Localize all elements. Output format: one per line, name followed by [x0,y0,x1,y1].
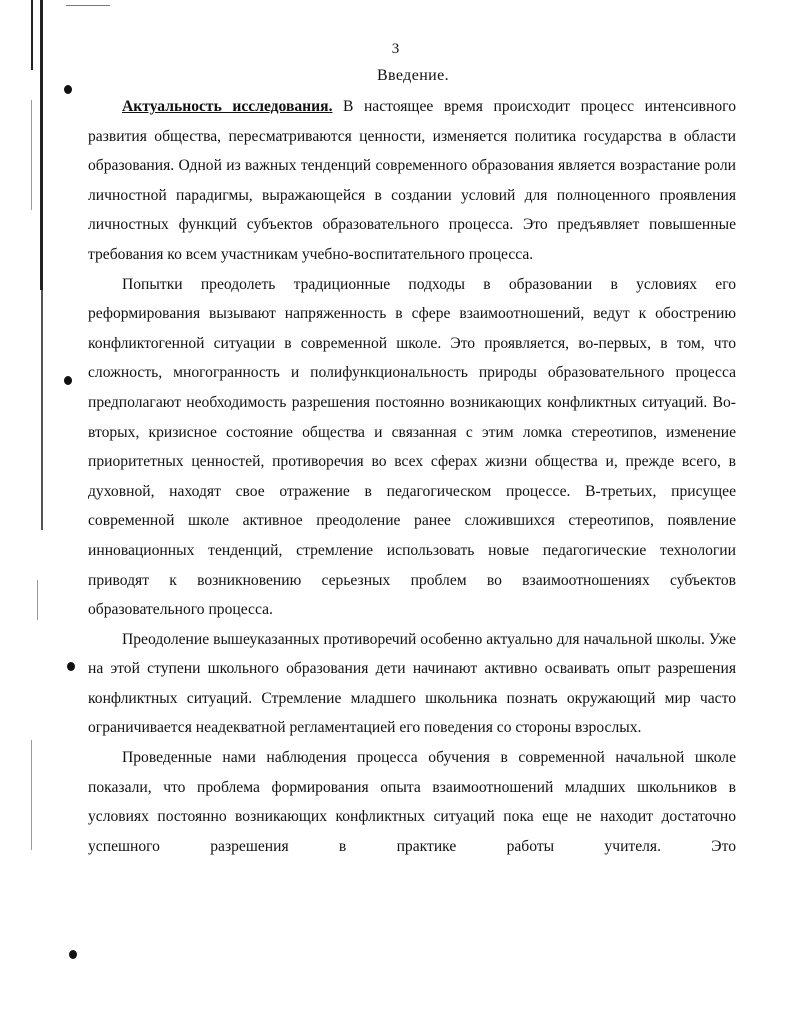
scan-margin-line [31,0,33,70]
body-text [88,92,736,861]
page-number: 3 [391,41,400,57]
paragraph-text: Попытки преодолеть традиционные подходы в образовании в условиях его реформирования вызывают напряженность в сфере взаимоотношений, ведут к обострению конфликтогенной ситуации в современной школе. Это проявляется, во-первых, в том, что сложность, многогранность и полифункциональность природы образовательного процесса предполагают необходимость разрешения постоянно возникающих конфликтных ситуаций. Во-вторых, кризисное состояние общества и связанная с этим ломка стереотипов, изменение приоритетных ценностей, противоречия во всех сферах жизни общества и, прежде всего, в духовной, находят свое отражение в педагогическом процессе. В-третьих, присущее современной школе активное преодоление ранее сложившихся стереотипов, появление инновационных тенденций, стремление использовать новые педагогические технологии приводят к возникновению серьезных проблем во взаимоотношениях субъектов образовательного процесса. [88,275,736,619]
scan-dot [64,85,72,94]
paragraph-text: Преодоление вышеуказанных противоречий особенно актуально для начальной школы. Уже на этой ступени школьного образования дети начинают активно осваивать опыт разрешения конфликтных ситуаций. Стремление младшего школьника познать окружающий мир часто ограничивается неадекватной регламентацией его поведения со стороны взрослых. [88,630,736,737]
paragraph-text: Проведенные нами наблюдения процесса обучения в современной начальной школе показали, что проблема формирования опыта взаимоотношений младших школьников в условиях постоянно возникающих конфликтных ситуаций пока еще не находит достаточно успешного разрешения в практике работы учителя. Это [88,749,736,855]
paragraph [88,743,736,861]
paragraph [88,270,736,625]
scan-margin-line [41,290,43,530]
scan-dot [67,662,75,671]
page-title: Введение. [376,67,450,84]
scan-margin-line [31,740,32,850]
paragraph-lead: Актуальность исследования. [122,98,333,115]
scan-margin-line [37,580,38,620]
scan-margin-line [31,100,32,210]
scan-dot [64,376,72,385]
paragraph-text: В настоящее время происходит процесс интенсивного развития общества, пересматриваются ценности, изменяется политика государства в области образования. Одной из важных тенденций современного образования является возрастание роли личностной парадигмы, выражающейся в создании условий для полноценного проявления личностных функций субъектов образовательного процесса. Это предъявляет повышенные требования ко всем участникам учебно-воспитательного процесса. [88,98,736,263]
paragraph [88,92,736,270]
scan-dot [69,950,77,959]
paragraph [88,625,736,743]
scan-top-rule [66,5,110,6]
